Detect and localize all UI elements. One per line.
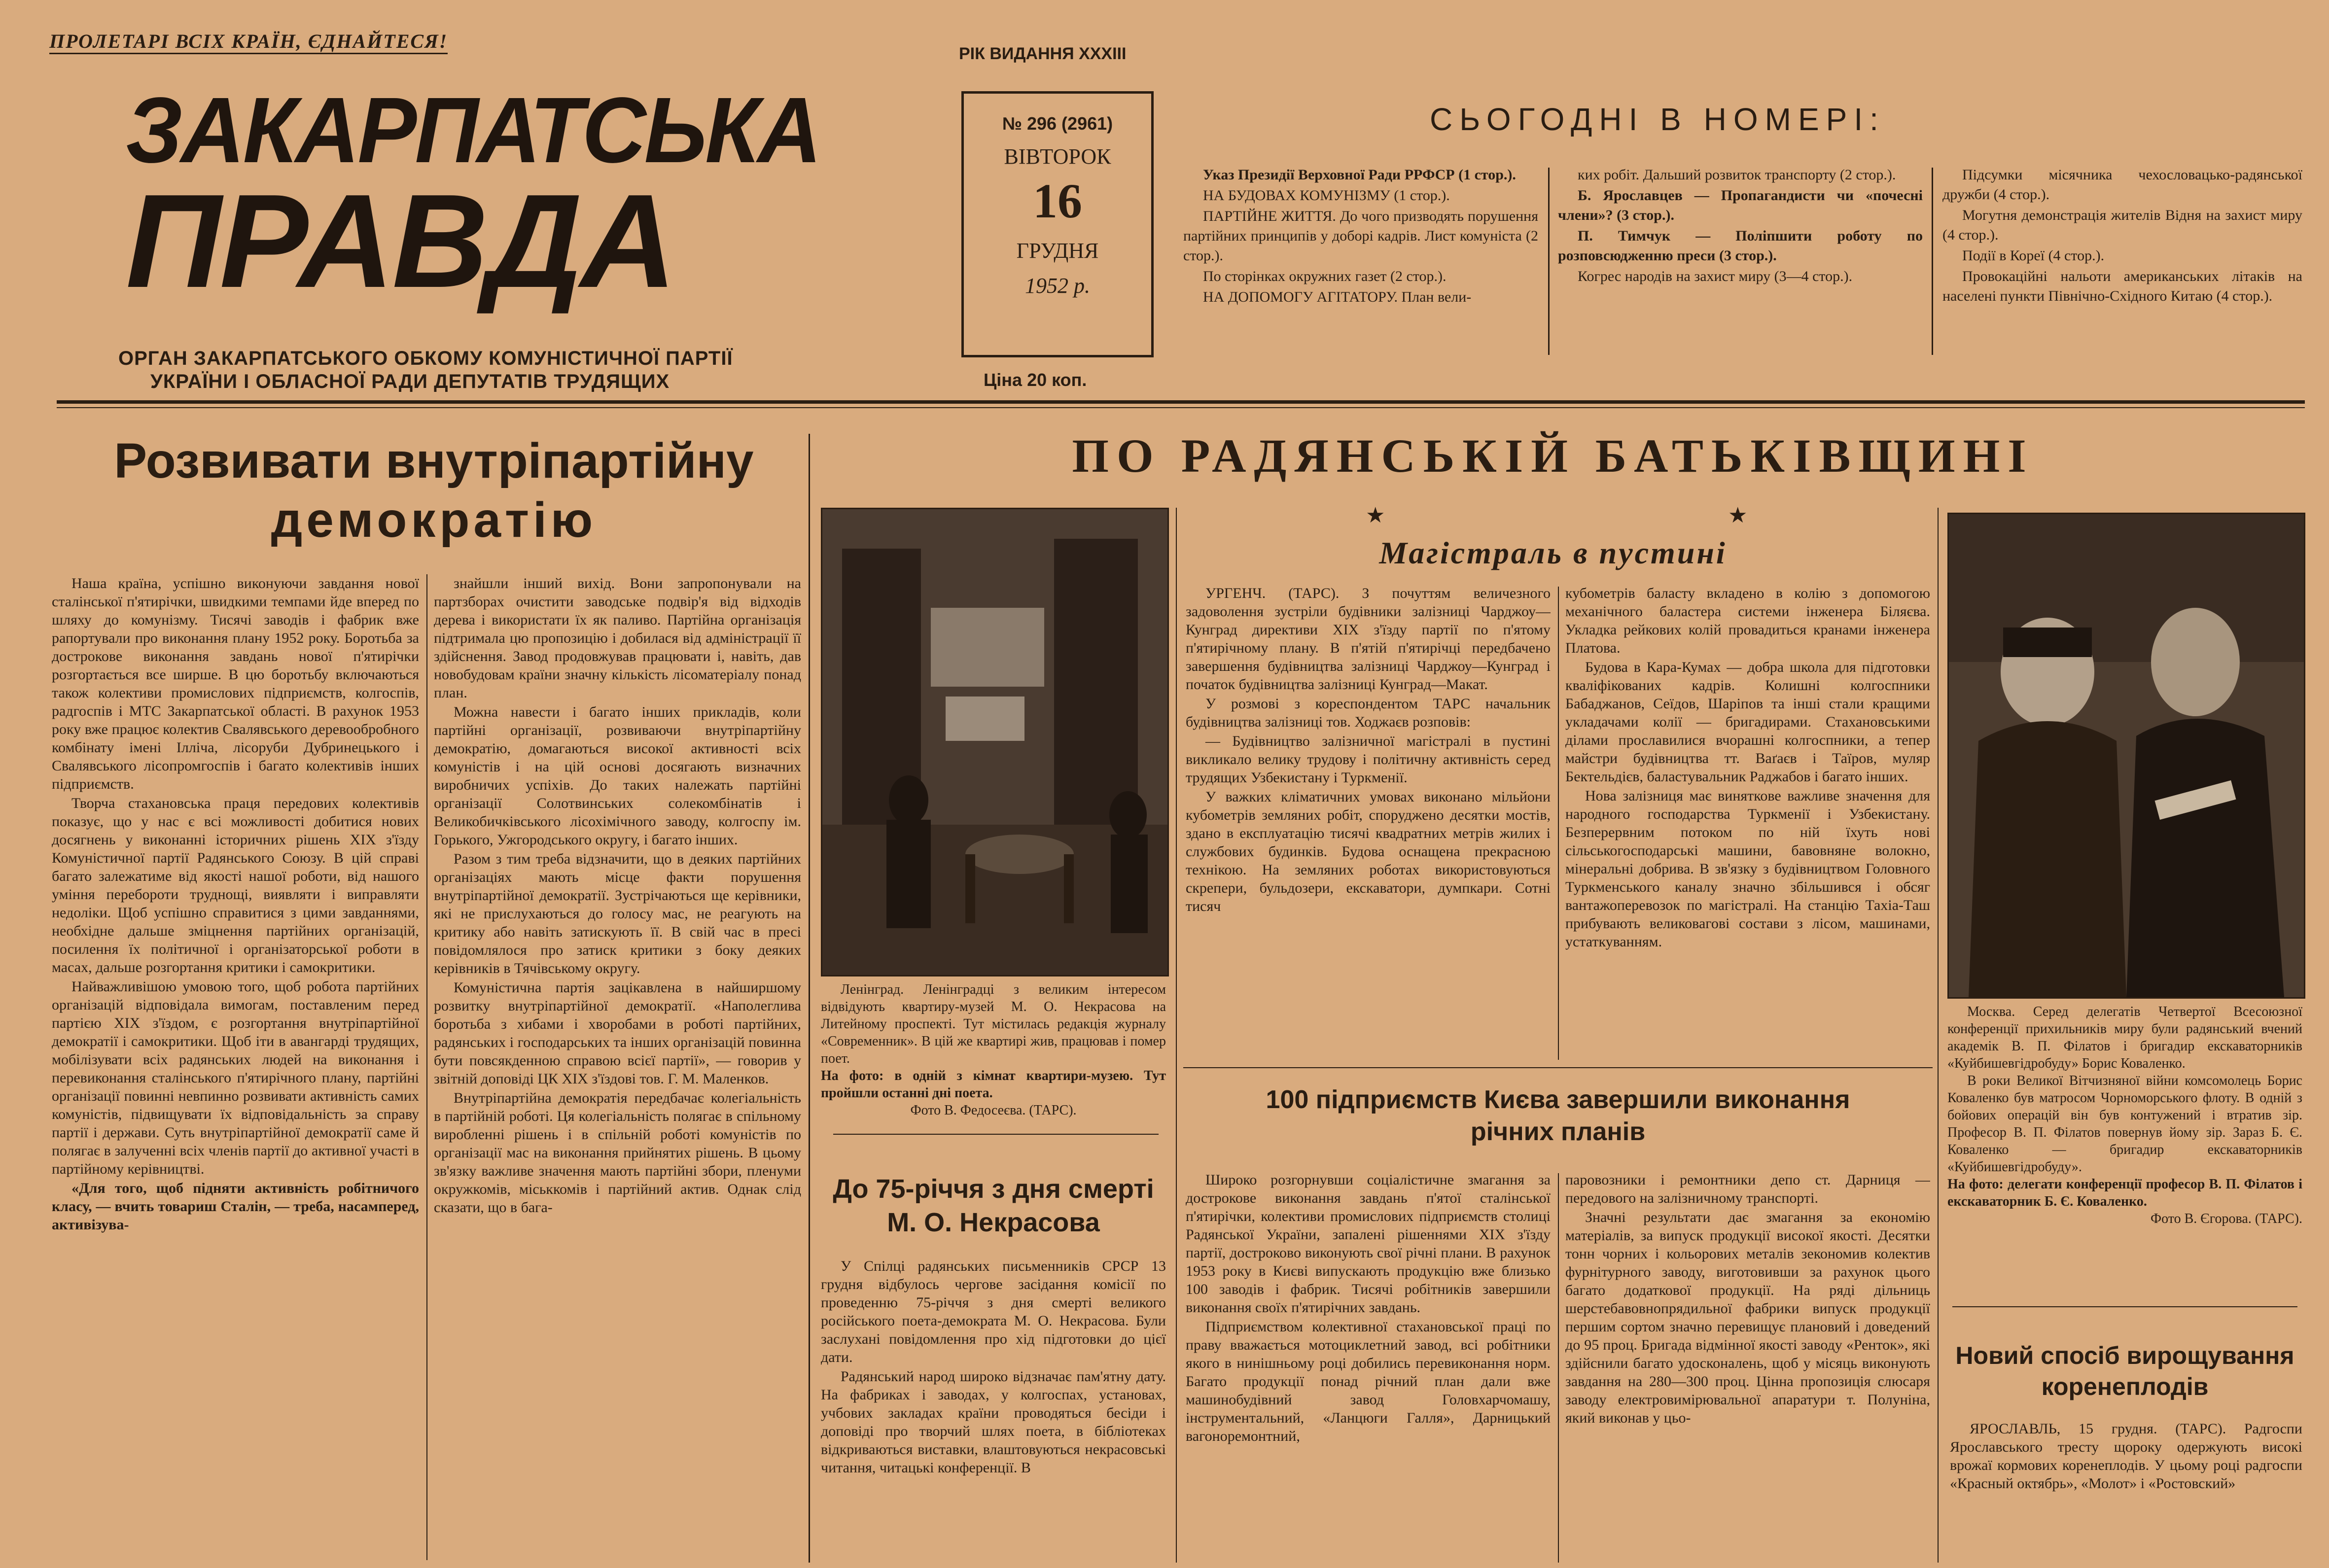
star-ornament: ★: [1366, 503, 1385, 527]
masthead-rule-thin: [57, 407, 2305, 408]
newspaper-subtitle-line1: ОРГАН ЗАКАРПАТСЬКОГО ОБКОМУ КОМУНІСТИЧНОЇ ПАРТІЇ: [118, 348, 733, 369]
nekrasov-headline-line1: До 75-річчя з дня смерті: [833, 1174, 1154, 1204]
photo-credit: Фото В. Федосеєва. (ТАРС).: [910, 1103, 1077, 1118]
contents-entry: Підсумки місячника чехословацько-радянської дружби (4 стор.).: [1942, 167, 2302, 203]
leningrad-caption: [821, 981, 1166, 1124]
paragraph: ЯРОСЛАВЛЬ, 15 грудня. (ТАРС). Радгоспи Ярославського тресту щороку одержують високі врожаї кормових коренеплодів. У цьому році радгоспи «Красный октябрь», «Молот» і «Ростовский»: [1950, 1421, 2302, 1492]
party-slogan: ПРОЛЕТАРІ ВСІХ КРАЇН, ЄДНАЙТЕСЯ!: [49, 30, 448, 54]
nekrasov-article: [821, 1257, 1166, 1563]
delegates-illustration: [1949, 514, 2304, 997]
price: Ціна 20 коп.: [984, 370, 1087, 390]
issue-year: 1952 р.: [1025, 274, 1090, 298]
paragraph: Наша країна, успішно виконуючи завдання нової сталінської п'ятирічки, швидкими темпами йде вперед по шляху до комунізму. Тисячі заводів і фабрик вже рапортували про виконання плану 1952 року. Боротьба за дострокове виконання завдань нової п'ятирічки розгортається все ширше. В цю боротьбу включаються також колективи промислових підприємств, колгоспів, радгоспів і МТС Закарпатської області. В рахунок 1953 року вже працює колектив Свалявського деревообробного комбінату імені Ілліча, лісоруби Дубринецького і Свалявського лісопромгоспів і багато колективів інших підприємств.: [52, 575, 419, 792]
editorial-headline-line1: Розвивати внутріпартійну: [114, 433, 754, 488]
paragraph: паровозники і ремонтники депо ст. Дарниця — передового на залізничному транспорті.: [1565, 1172, 1930, 1206]
contents-column-2: [1558, 165, 1923, 357]
editorial-headline-line2: демократію: [271, 492, 597, 548]
issue-month: ГРУДНЯ: [1016, 239, 1099, 263]
section-banner: ПО РАДЯНСЬКІЙ БАТЬКІВЩИНІ: [1072, 429, 2034, 482]
contents-entry: Провокаційні нальоти американських літаків на населені пункти Північно-Східного Китаю (4 стор.).: [1942, 268, 2302, 304]
kyiv-column-1: [1186, 1171, 1551, 1563]
contents-entry: Події в Кореї (4 стор.).: [1962, 247, 2105, 264]
paragraph: Будова в Кара-Кумах — добра школа для підготовки кваліфікованих кадрів. Колишні колгоспники Бабаджанов, Сеїдов, Шаріпов та інші стали кращими укладачами колії — бригадирами. Стахановськими ділами прославилися вчорашні колгоспники, а тепер майстри будівництва тт. Ваґаєв і Таїров, муляр Бектельдієв, баластувальник Раджабов і багато інших.: [1565, 659, 1930, 785]
paragraph: Творча стахановська праця передових колективів показує, що у нас є всі можливості добитися нових досягнень у виконанні історичних рішень XIX з'їзду Комуністичної партії Радянського Союзу. В цій справі багато залежатиме від якості нашої роботи, від нашого уміння перебороти труднощі, виявляти і виправляти недоліки. Щоб успішно справитися з цими завданнями, необхідне дальше зміцнення партійних організацій, посилення їх політичної і організаторської роботи в масах, дальше розгортання критики і самокритики.: [52, 795, 419, 976]
column-divider: [1938, 508, 1939, 1563]
newspaper-title-line1: ЗАКАРПАТСЬКА: [126, 78, 820, 182]
newspaper-title-line2: ПРАВДА: [126, 167, 675, 315]
story-divider: [1183, 1067, 1933, 1068]
newspaper-subtitle-line2: УКРАЇНИ І ОБЛАСНОЇ РАДИ ДЕПУТАТІВ ТРУДЯЩИХ: [150, 371, 670, 392]
contents-column-1: [1183, 165, 1538, 357]
contents-entry: Указ Президії Верховної Ради РРФСР (1 стор.).: [1203, 167, 1516, 183]
publication-year: РІК ВИДАННЯ XXXIII: [959, 44, 1127, 63]
leningrad-museum-photo: [821, 508, 1169, 976]
issue-box: [961, 91, 1154, 357]
paragraph: Нова залізниця має виняткове важливе значення для народного господарства Туркменії і Узбекистану. Безперервним потоком по ній їхуть нові сільськогосподарські машини, бавовняне волокно, мінеральні добрива. В зв'язку з будівництвом Головного Туркменського каналу значно збільшився і обсяг вантажоперевозок по магістралі. На станцію Тахіа-Таш прибувають великовагові состави з лісом, машинами, устаткуванням.: [1565, 788, 1930, 950]
roots-article: [1950, 1420, 2302, 1563]
kyiv-headline-line1: 100 підприємств Києва завершили виконання: [1266, 1085, 1850, 1114]
paragraph: Значні результати дає змагання за економію матеріалів, за випуск продукції високої якості. Десятки тонн чорних і кольорових металів зекономив колектив фурнітурного заводу, виготовивши за рахунок цього багато додаткової продукції. На ряді дільниць шерстебавовнопрядильної фабрики випуск продукції першим сортом значно перевищує плановий і доведений до 95 проц. Бригада відмінної якості заводу «Ренток», які здійснили багато удосконалень, щоб у місяць виконують завдання на 280—300 проц. Цінна пропозиція слюсаря заводу електровимірювальної апаратури т. Полуніна, який виконав у цьо-: [1565, 1209, 1930, 1426]
section-divider: [809, 434, 810, 1563]
story-divider: [1952, 1306, 2297, 1307]
column-divider: [426, 574, 427, 1560]
contents-entry: НА БУДОВАХ КОМУНІЗМУ (1 стор.).: [1203, 187, 1450, 204]
column-divider: [1176, 508, 1177, 1563]
moscow-caption: [1947, 1003, 2302, 1299]
contents-entry: Когрес народів на захист миру (3—4 стор.).: [1578, 268, 1853, 284]
nekrasov-headline-line2: М. О. Некрасова: [887, 1208, 1100, 1237]
paragraph: знайшли інший вихід. Вони запропонували на партзборах очистити заводське подвір'я від відходів дерева і використати їх як паливо. Партійна організація підтримала цю пропозицію і добилася від адміністрації її здійснення. Завод продовжував працювати і, навіть, дав новобудовам країни значну кількість лісоматеріалу понад план.: [434, 575, 801, 701]
editorial-column-1: [52, 574, 419, 1563]
paragraph: Широко розгорнувши соціалістичне змагання за дострокове виконання завдань п'ятої сталінської п'ятирічки, колективи промислових підприємств столиці Радянської України, запалені рішеннями XIX з'їзду партії, достроково виконують свої річні плани. В рахунок 1953 року в Києві випускають продукцію вже близько 100 заводів і фабрик. Тисячі робітників завершили виконання своїх п'ятирічних завдань.: [1186, 1172, 1551, 1316]
paragraph: Внутріпартійна демократія передбачає колегіальність в партійній роботі. Ця колегіальність полягає в спільному виробленні рішень і в спільній роботі комуністів по організації мас на виконання прийнятих рішень. В цьому зв'язку важливе значення мають партійні збори, пленуми окружкомів, міськкомів і партійний актив. Однак слід сказати, що в бага-: [434, 1090, 801, 1216]
caption-text: Москва. Серед делегатів Четвертої Всесоюзної конференції прихильників миру були радянський вчений академік В. П. Філатов і бригадир екскаваторників «Куйбишевгідробуду» Борис Коваленко.: [1947, 1004, 2302, 1071]
contents-column-3: [1942, 165, 2302, 357]
masthead-rule: [57, 400, 2305, 404]
paragraph: — Будівництво залізничної магістралі в пустині викликало велику трудову і політичну активність серед трудящих Узбекистану і Туркменії.: [1186, 733, 1551, 786]
paragraph: Підприємством колективної стахановської праці по праву вважається мотоциклетний завод, всі робітники якого в нинішньому році добились перевиконання норм. Багато продукції понад річний план дали вже машинобудівний завод Головхарчомашу, інструментальний, «Ланцюги Галля», Дарницький вагоноремонтний,: [1186, 1319, 1551, 1444]
contents-entry: ких робіт. Дальший розвиток транспорту (2 стор.).: [1578, 167, 1896, 183]
kyiv-headline-line2: річних планів: [1470, 1117, 1646, 1146]
contents-entry: НА ДОПОМОГУ АГІТАТОРУ. План вели-: [1203, 289, 1472, 305]
column-divider: [1558, 587, 1559, 1060]
magistral-column-1: [1186, 584, 1551, 1077]
photo-note: На фото: в одній з кімнат квартири-музею. Тут пройшли останні дні поета.: [821, 1068, 1166, 1101]
caption-text: Ленінград. Ленінградці з великим інтересом відвідують квартиру-музей М. О. Некрасова на Литейному проспекті. Тут містилась редакція журналу «Современник». В цій же квартирі жив, працював і помер поет.: [821, 982, 1166, 1066]
paragraph: Радянський народ широко відзначає пам'ятну дату. На фабриках і заводах, у колгоспах, установах, учбових закладах країни проводяться бесіди і доповіді про творчий шлях поета, в бібліотеках відкриваються виставки, влаштовуються некрасовські читання, читацькі конференції. В: [821, 1368, 1166, 1476]
roots-headline-line2: коренеплодів: [2041, 1373, 2209, 1400]
editorial-column-2: [434, 574, 801, 1563]
photo-note: На фото: делегати конференції професор В. П. Філатов і екскаваторник Б. Є. Коваленко.: [1947, 1177, 2302, 1209]
paragraph: УРГЕНЧ. (ТАРС). З почуттям величезного задоволення зустріли будівники залізниці Чарджоу—Кунград директиви XIX з'їзду партії по п'ятому п'ятирічному плану. В п'ятій п'ятирічці передбачено завершення будівництва залізниці Чарджоу—Кунград і початок будівництва залізниці Кунград—Макат.: [1186, 585, 1551, 693]
moscow-delegates-photo: [1947, 513, 2305, 999]
paragraph: «Для того, щоб підняти активність робітничого класу, — вчить товариш Сталін, — треба, насамперед, активізува-: [52, 1180, 419, 1233]
roots-headline-line1: Новий спосіб вирощування: [1955, 1342, 2294, 1369]
paragraph: Можна навести і багато інших прикладів, коли партійні організації, розвиваючи внутріпартійну демократію, домагаються високої активності всіх комуністів і на цій основі досягають визначних виробничих успіхів. До таких належать партійні організації Солотвинських солекомбінатів і Великобичківського лісохімічного заводу, колгоспу ім. Горького, Ужгородського округу, і багато інших.: [434, 704, 801, 848]
story-divider: [833, 1134, 1159, 1135]
paragraph: Найважливішою умовою того, щоб робота партійних організацій відповідала вимогам, поставленим перед партією XIX з'їздом, є розгортання внутріпартійної демократії і самокритики. Щоб іти в авангарді трудящих, мобілізувати всіх радянських людей на виконання і перевиконання сталінського п'ятирічного плану, партійні організації повинні невпинно розвивати активність самих комуністів, підвищувати їх відповідальність за справу партії і держави. Суть внутріпартійної демократії саме й полягає в залученні всіх членів партії до активної участі в партійному керівництві.: [52, 978, 419, 1177]
magistral-column-2: [1565, 584, 1930, 1077]
paragraph: У важких кліматичних умовах виконано мільйони кубометрів земляних робіт, споруджено десятки мостів, здано в експлуатацію тисячі квадратних метрів жилих і службових будинків. Будова оснащена прекрасною технікою. На земляних роботах використовуються скрепери, бульдозери, екскаватори, думпкари. Сотні тисяч: [1186, 789, 1551, 914]
paragraph: У Спілці радянських письменників СРСР 13 грудня відбулось чергове засідання комісії по проведенню 75-річчя з дня смерті великого російського поета-демократа М. О. Некрасова. Були заслухані повідомлення про хід підготовки до цієї дати.: [821, 1258, 1166, 1365]
issue-number: № 296 (2961): [1002, 113, 1113, 134]
issue-weekday: ВІВТОРОК: [1004, 144, 1111, 169]
paragraph: кубометрів баласту вкладено в колію з допомогою механічного баластера системи інженера Біляєва. Укладка рейкових колій провадиться кранами інженера Платова.: [1565, 585, 1930, 656]
museum-room-illustration: [822, 509, 1167, 975]
paragraph: Комуністична партія зацікавлена в найширшому розвитку внутріпартійної демократії. «Наполеглива боротьба з хибами і хворобами в роботі партійних, радянських і господарських та інших організацій повинна бути повсякденною справою всієї партії», — говорив у звітній доповіді ЦК XIX з'їздові тов. Г. М. Маленков.: [434, 979, 801, 1087]
contents-entry: Могутня демонстрація жителів Відня на захист миру (4 стор.).: [1942, 207, 2302, 243]
contents-divider: [1932, 168, 1933, 355]
contents-entry: По сторінках окружних газет (2 стор.).: [1203, 268, 1447, 284]
issue-day: 16: [1033, 174, 1082, 228]
contents-divider: [1548, 168, 1550, 355]
column-divider: [1558, 1173, 1559, 1563]
kyiv-column-2: [1565, 1171, 1930, 1563]
contents-entry: Б. Ярославцев — Пропагандисти чи «почесні члени»? (3 стор.).: [1558, 187, 1923, 223]
photo-credit: Фото В. Єгорова. (ТАРС).: [2150, 1211, 2302, 1226]
contents-entry: ПАРТІЙНЕ ЖИТТЯ. До чого призводять порушення партійних принципів у доборі кадрів. Лист комуніста (2 стор.).: [1183, 208, 1538, 264]
star-ornament: ★: [1728, 503, 1748, 527]
paragraph: Разом з тим треба відзначити, що в деяких партійних організаціях мають місце факти порушення внутріпартійної демократії. Зустрічаються ще керівники, які не прислухаються до голосу мас, не реагують на критику або навіть затискують її. В свій час в пресі повідомлялося про затиск критики з боку деяких керівників в Тячівському округу.: [434, 851, 801, 976]
magistral-headline: Магістраль в пустині: [1379, 535, 1727, 570]
paragraph: У розмові з кореспондентом ТАРС начальник будівництва залізниці тов. Ходжаєв розповів:: [1186, 696, 1551, 730]
contents-heading: СЬОГОДНІ В НОМЕРІ:: [1430, 102, 1885, 137]
contents-entry: П. Тимчук — Поліпшити роботу по розповсюдженню преси (3 стор.).: [1558, 228, 1923, 264]
caption-text: В роки Великої Вітчизняної війни комсомолець Борис Коваленко був матросом Чорноморського флоту. В одній з бойових операцій він був контужений і втратив зір. Професор В. П. Філатов повернув йому зір. Зараз Б. Є. Коваленко — бригадир екскаваторників «Куйбишевгідробуду».: [1947, 1073, 2302, 1175]
